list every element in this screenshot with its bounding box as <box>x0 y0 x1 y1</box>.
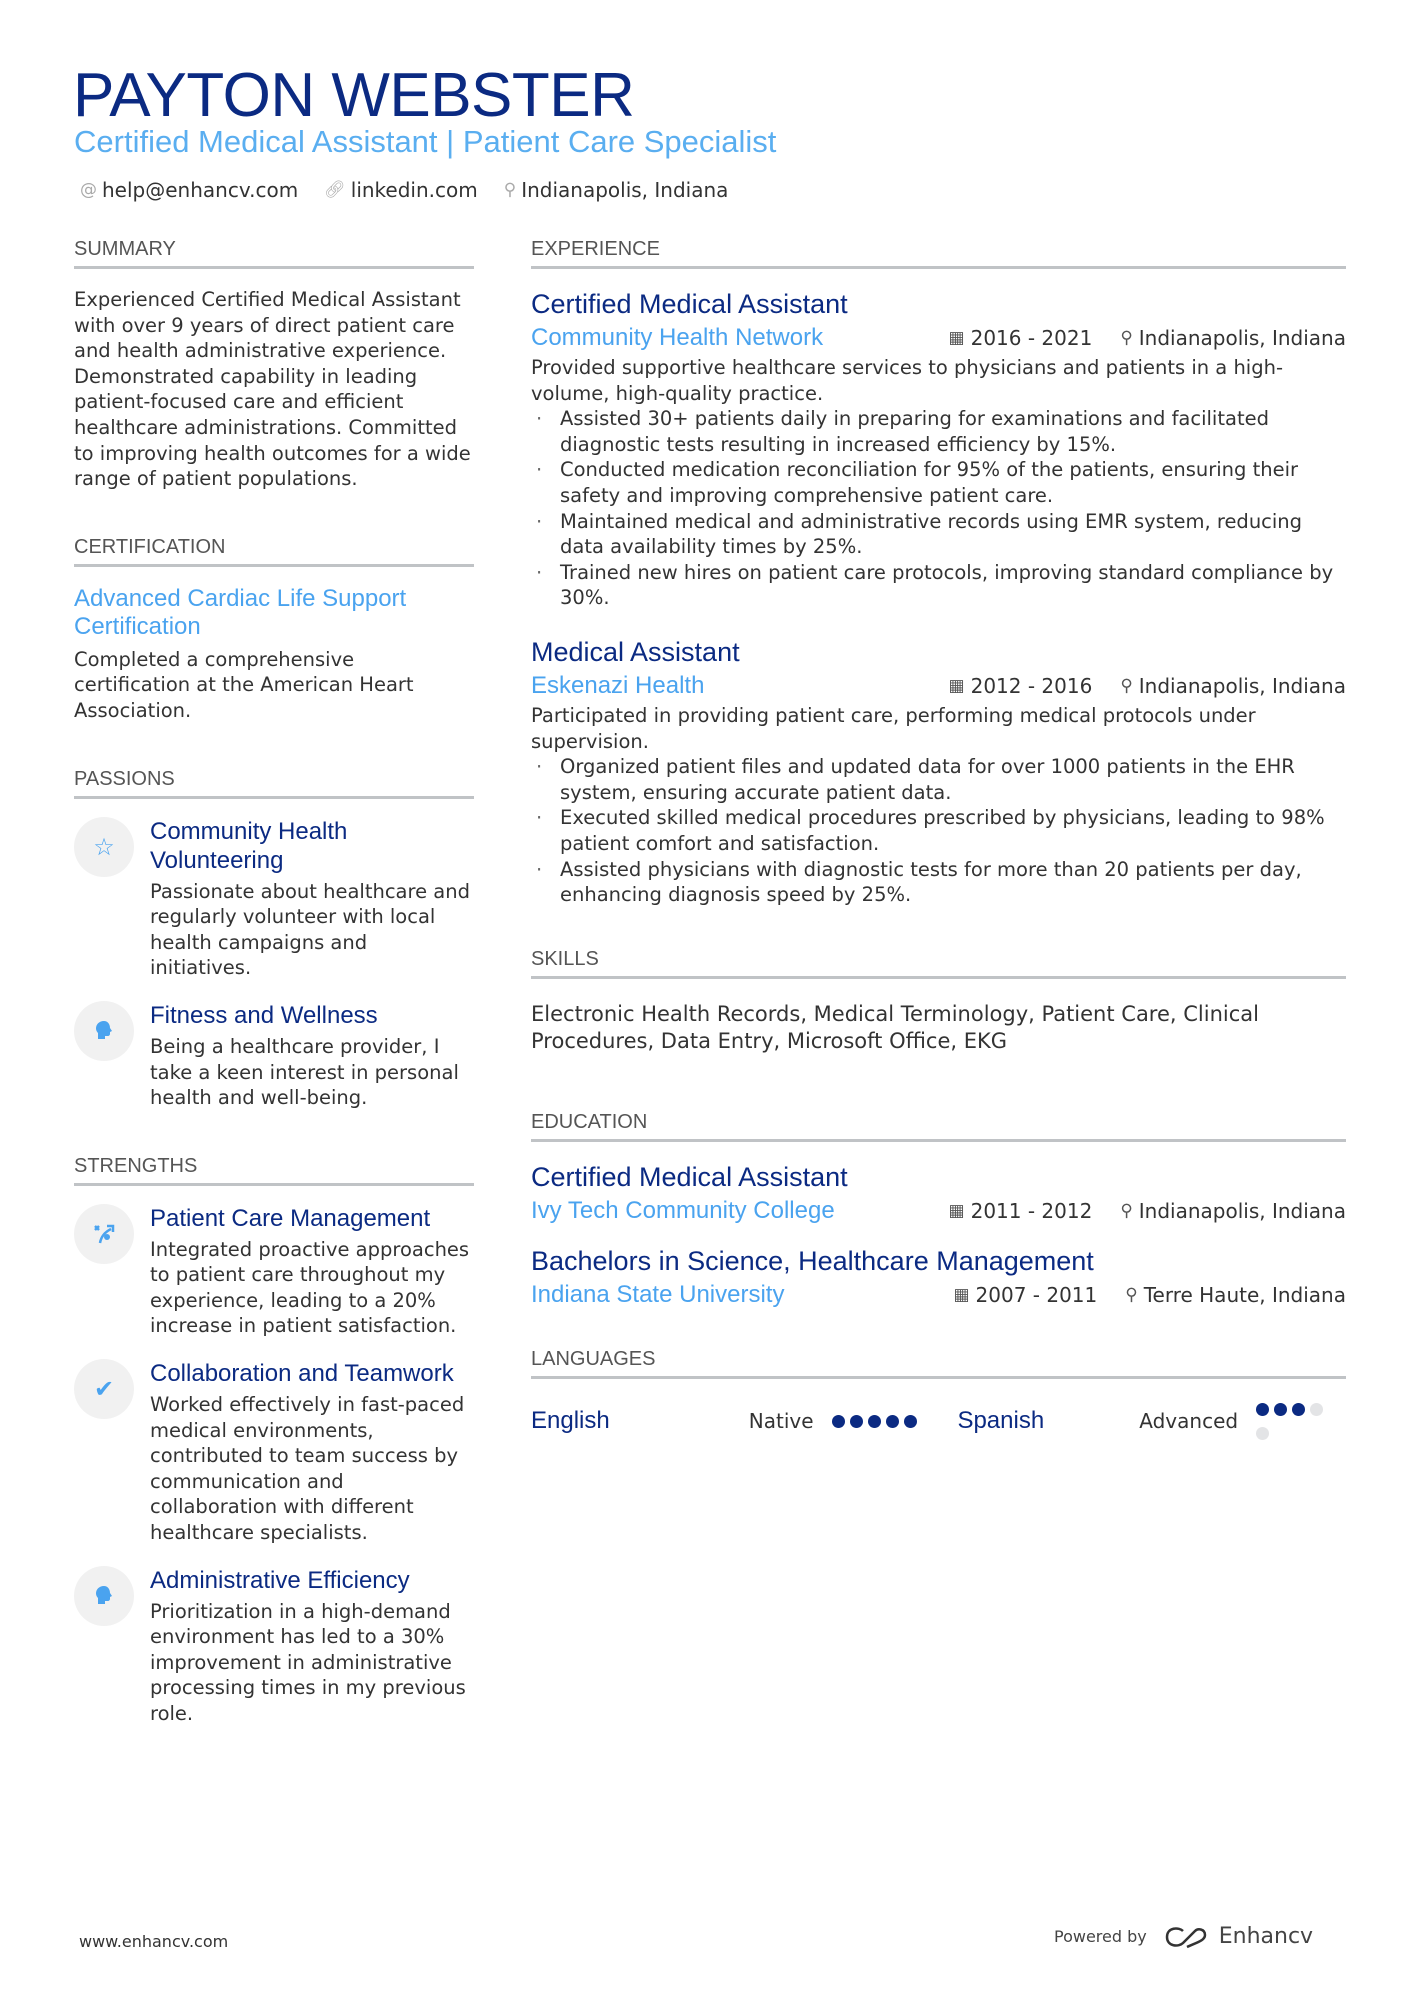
footer-website[interactable]: www.enhancv.com <box>79 1932 229 1951</box>
degree: Certified Medical Assistant <box>531 1161 848 1192</box>
strength-title: Collaboration and Teamwork <box>150 1360 454 1388</box>
language-name: English <box>531 1406 610 1434</box>
bullet: · Conducted medication reconciliation for 95% of the patients, ensuring their safety and improving comprehensive patient care. <box>531 457 1346 508</box>
job-dates: 2016 - 2021 <box>970 326 1093 350</box>
education-location: Indianapolis, Indiana <box>1138 1198 1346 1223</box>
strategy-icon <box>74 1204 134 1264</box>
location-icon: ⚲ <box>1120 328 1133 348</box>
certification-section <box>74 536 474 724</box>
job-title: Certified Medical Assistant <box>531 289 848 319</box>
school-name: Indiana State University <box>531 1280 785 1308</box>
job-location: Indianapolis, Indiana <box>1138 673 1346 698</box>
bullet: · Assisted physicians with diagnostic tests for more than 20 patients per day, enhancing diagnosis speed by 25%. <box>531 857 1346 908</box>
education-location: Terre Haute, Indiana <box>1143 1282 1346 1307</box>
company-name: Eskenazi Health <box>531 671 705 699</box>
job-entry <box>531 287 1346 611</box>
contact-location <box>504 178 729 202</box>
passion-text: Being a healthcare provider, I take a keen interest in personal health and well-being. <box>150 1034 459 1110</box>
school-name: Ivy Tech Community College <box>531 1196 835 1224</box>
section-heading: EDUCATION <box>531 1111 1346 1142</box>
filled-dot <box>832 1415 845 1428</box>
filled-dot <box>850 1415 863 1428</box>
check-icon: ✔ <box>74 1359 134 1419</box>
job-bullets <box>531 406 1346 611</box>
candidate-title: Certified Medical Assistant | Patient Care Specialist <box>74 124 777 159</box>
empty-dot <box>1256 1427 1269 1440</box>
passion-title: Fitness and Wellness <box>150 1001 378 1029</box>
languages-row <box>531 1397 1346 1445</box>
language-level: Native <box>748 1408 814 1433</box>
education-dates: 2011 - 2012 <box>970 1198 1093 1223</box>
email-text: help@enhancv.com <box>102 178 299 202</box>
section-heading: LANGUAGES <box>531 1348 1346 1379</box>
company-name: Community Health Network <box>531 324 824 351</box>
contact-info <box>80 178 728 202</box>
language-dots <box>1256 1397 1346 1445</box>
location-text: Indianapolis, Indiana <box>521 178 729 202</box>
skills-section <box>531 948 1346 1055</box>
brand-name: Enhancv <box>1218 1924 1314 1949</box>
education-section <box>531 1111 1346 1312</box>
filled-dot <box>1256 1403 1269 1416</box>
powered-by-text: Powered by <box>1054 1927 1147 1946</box>
head-icon <box>74 1566 134 1626</box>
strengths-section <box>74 1155 474 1727</box>
location-icon: ⚲ <box>1125 1284 1138 1305</box>
head-icon <box>74 1001 134 1061</box>
certification-text: Completed a comprehensive certification at the American Heart Association. <box>74 647 414 722</box>
calendar-icon: ▦ <box>948 1200 965 1221</box>
job-dates: 2012 - 2016 <box>970 673 1093 698</box>
passion-item <box>74 1001 474 1111</box>
job-bullets <box>531 754 1346 908</box>
bullet: · Assisted 30+ patients daily in preparing for examinations and facilitated diagnostic tests resulting in increased efficiency by 15%. <box>531 406 1346 457</box>
job-description: Provided supportive healthcare services to physicians and patients in a high-volume, high-quality practice. <box>531 356 1283 405</box>
strength-text: Integrated proactive approaches to patient care throughout my experience, leading to a 20% increase in patient satisfaction. <box>150 1237 470 1338</box>
section-heading: CERTIFICATION <box>74 536 474 567</box>
left-column <box>74 238 474 1771</box>
filled-dot <box>904 1415 917 1428</box>
language-level: Advanced <box>1139 1408 1239 1433</box>
section-heading: STRENGTHS <box>74 1155 474 1186</box>
bullet: · Executed skilled medical procedures prescribed by physicians, leading to 98% patient comfort and satisfaction. <box>531 805 1346 856</box>
bullet: · Maintained medical and administrative records using EMR system, reducing data availability times by 25%. <box>531 509 1346 560</box>
candidate-name: PAYTON WEBSTER <box>73 61 635 130</box>
languages-section <box>531 1348 1346 1445</box>
section-heading: SUMMARY <box>74 238 474 269</box>
strength-item <box>74 1566 474 1727</box>
calendar-icon: ▦ <box>948 328 965 348</box>
section-heading: PASSIONS <box>74 768 474 799</box>
strength-text: Worked effectively in fast-paced medical environments, contributed to team success by communication and collaboration with different healthcare specialists. <box>150 1393 465 1545</box>
passion-item <box>74 817 474 981</box>
strength-title: Administrative Efficiency <box>150 1566 410 1594</box>
bullet: · Organized patient files and updated data for over 1000 patients in the EHR system, ensuring accurate patient data. <box>531 754 1346 805</box>
degree: Bachelors in Science, Healthcare Management <box>531 1245 1094 1276</box>
skills-text: Electronic Health Records, Medical Terminology, Patient Care, Clinical Procedures, Data Entry, Microsoft Office, EKG <box>531 1001 1259 1053</box>
summary-section <box>74 238 474 492</box>
education-entry <box>531 1160 1346 1228</box>
enhancv-logo <box>1163 1924 1313 1949</box>
strength-item <box>74 1359 474 1546</box>
summary-text: Experienced Certified Medical Assistant with over 9 years of direct patient care and health administrative experience. Demonstrated capability in leading patient-focused care and efficient healthcare administrations. Committed to improving health outcomes for a wide range of patient populations. <box>74 288 471 491</box>
at-icon: @ <box>80 180 97 200</box>
strength-title: Patient Care Management <box>150 1204 431 1232</box>
job-location: Indianapolis, Indiana <box>1138 326 1346 350</box>
experience-section <box>531 238 1346 908</box>
passions-section <box>74 768 474 1111</box>
contact-email[interactable] <box>80 178 298 202</box>
calendar-icon: ▦ <box>948 675 965 696</box>
education-dates: 2007 - 2011 <box>975 1282 1098 1307</box>
section-heading: EXPERIENCE <box>531 238 1346 269</box>
location-icon: ⚲ <box>503 180 517 200</box>
contact-linkedin[interactable] <box>324 178 478 202</box>
filled-dot <box>886 1415 899 1428</box>
bullet: · Trained new hires on patient care protocols, improving standard compliance by 30%. <box>531 560 1346 611</box>
filled-dot <box>868 1415 881 1428</box>
job-entry <box>531 635 1346 908</box>
section-heading: SKILLS <box>531 948 1346 979</box>
language-dots <box>832 1409 958 1433</box>
enhancv-logo-icon <box>1163 1925 1209 1949</box>
strength-item <box>74 1204 474 1339</box>
filled-dot <box>1274 1403 1287 1416</box>
education-entry <box>531 1244 1346 1312</box>
footer-branding <box>1054 1924 1313 1949</box>
location-icon: ⚲ <box>1120 675 1133 696</box>
job-title: Medical Assistant <box>531 636 740 667</box>
calendar-icon: ▦ <box>953 1284 970 1305</box>
language-name: Spanish <box>957 1406 1045 1434</box>
star-icon: ☆ <box>74 817 134 877</box>
passion-text: Passionate about healthcare and regularly volunteer with local health campaigns and initiatives. <box>150 879 470 980</box>
filled-dot <box>1292 1403 1305 1416</box>
job-description: Participated in providing patient care, performing medical protocols under supervision. <box>531 703 1256 753</box>
right-column <box>531 238 1346 1489</box>
location-icon: ⚲ <box>1120 1200 1133 1221</box>
linkedin-text: linkedin.com <box>350 178 478 202</box>
certification-title: Advanced Cardiac Life Support Certification <box>74 584 407 640</box>
passion-title: Community Health Volunteering <box>150 817 348 874</box>
strength-text: Prioritization in a high-demand environment has led to a 30% improvement in administrative processing times in my previous role. <box>150 1599 466 1725</box>
link-icon: 🔗︎ <box>324 180 346 200</box>
empty-dot <box>1310 1403 1323 1416</box>
